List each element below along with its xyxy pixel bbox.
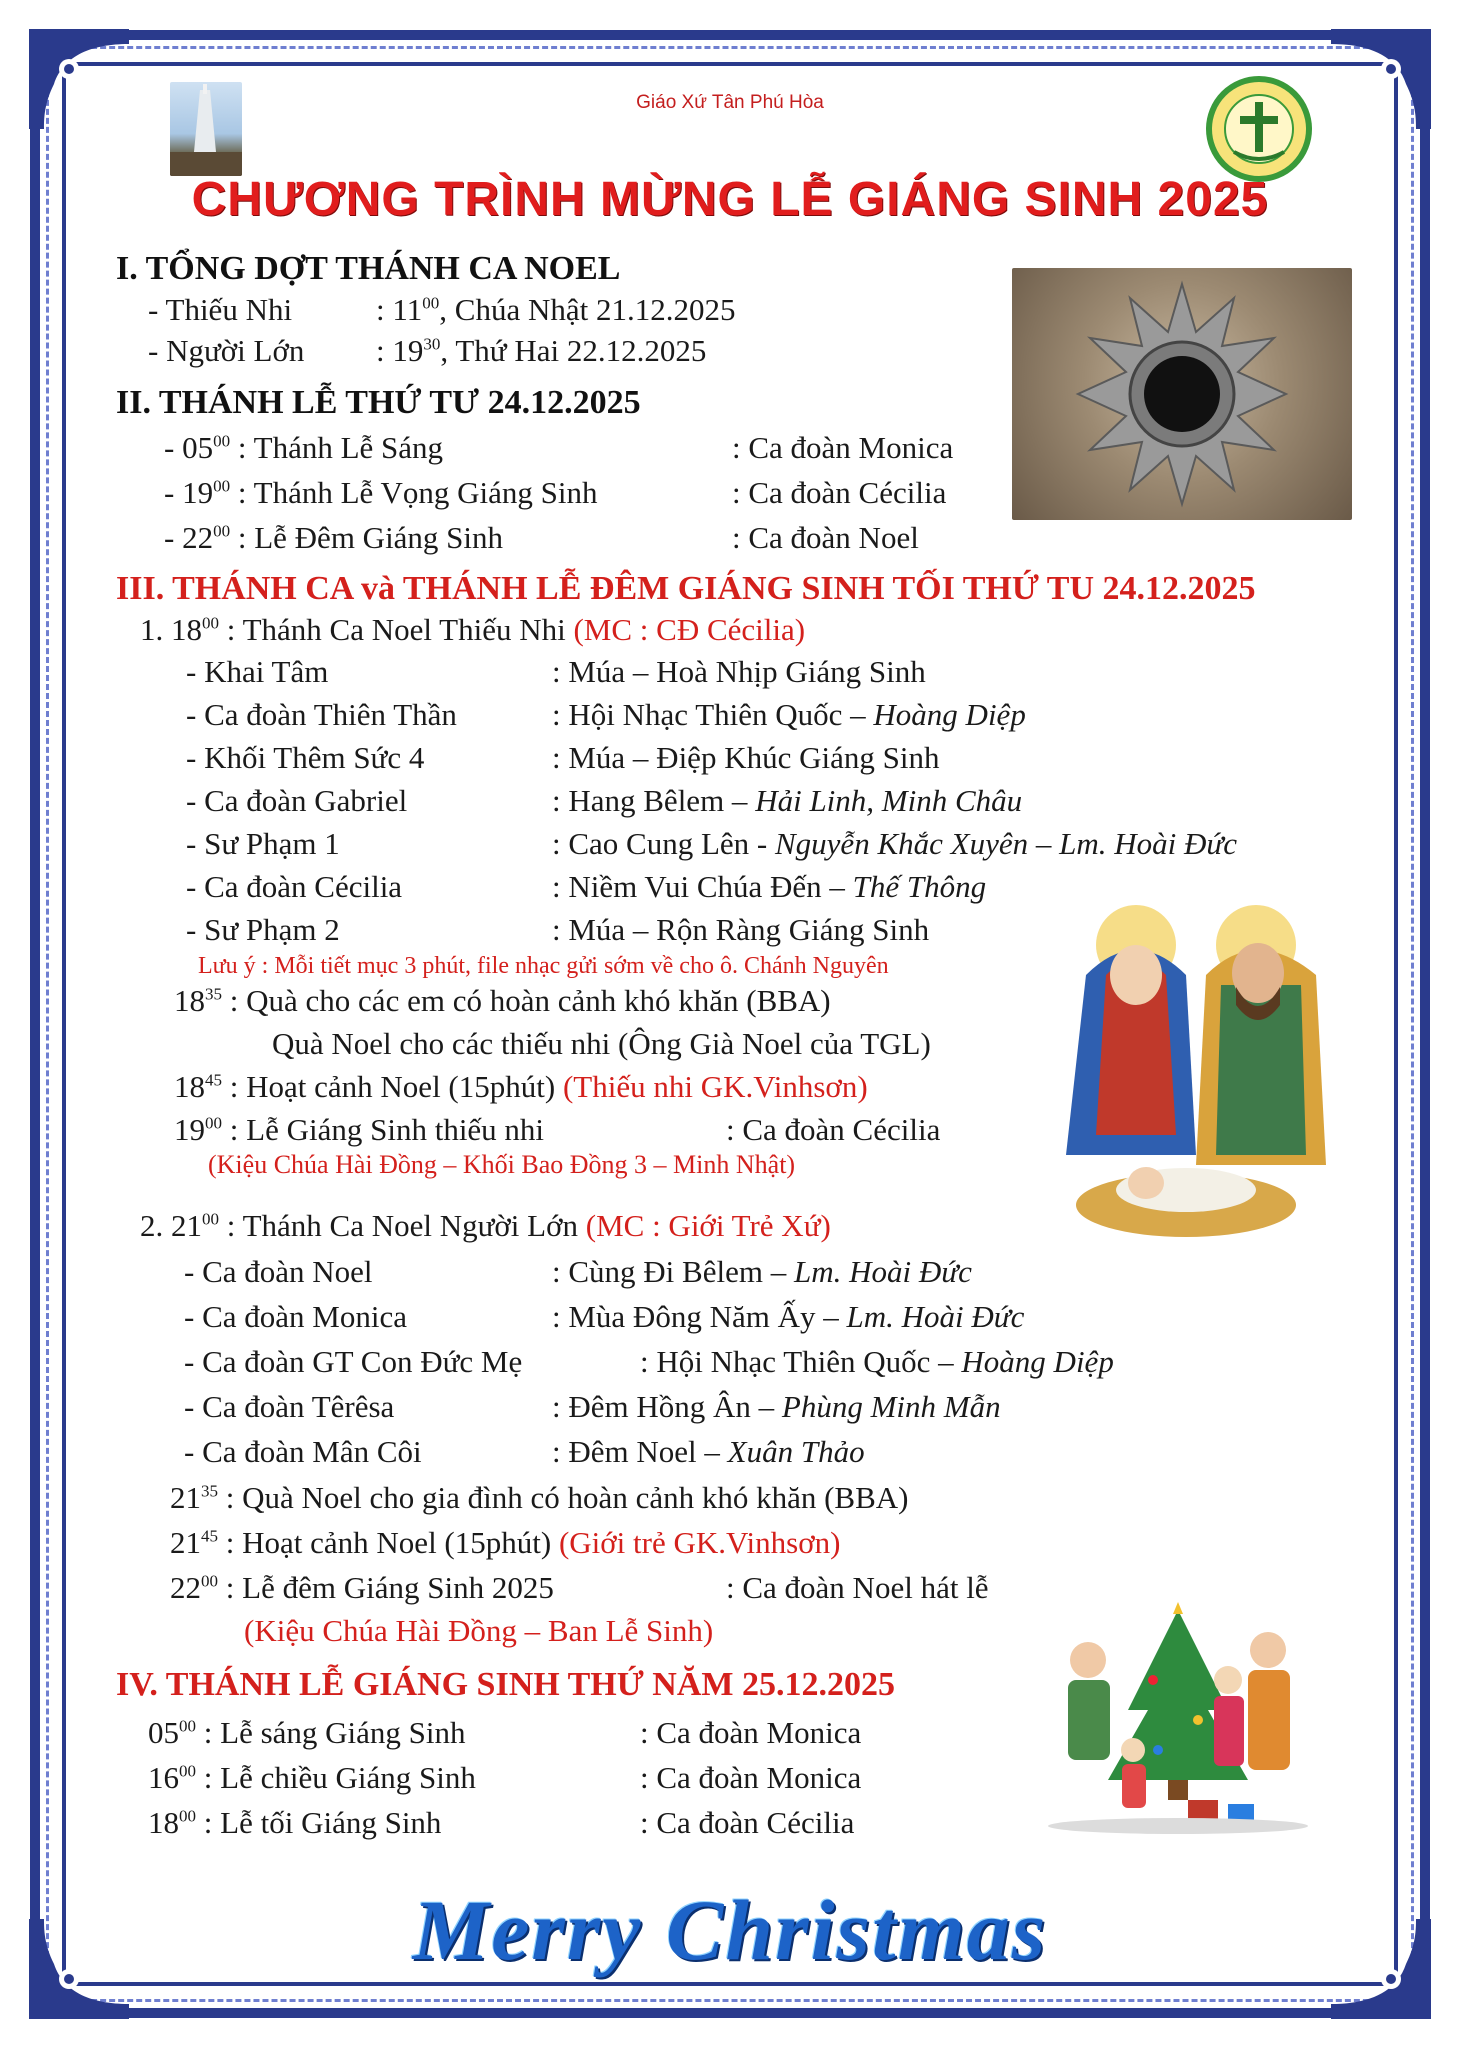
program-group: - Ca đoàn GT Con Đức Mẹ	[184, 1344, 523, 1379]
program-song: : Múa – Điệp Khúc Giáng Sinh	[552, 740, 940, 775]
event-time: $18^{45}$ : Hoạt cảnh Noel (15phút) (Thiếu nhi GK.Vinhsơn)	[174, 1069, 868, 1104]
program-song: : Mùa Đông Năm Ấy – Lm. Hoài Đức	[552, 1299, 1025, 1334]
rehearsal-time: : $11^{00}$, Chúa Nhật 21.12.2025	[376, 292, 736, 327]
corner-ornament-icon	[1326, 24, 1436, 134]
program-note: Lưu ý : Mỗi tiết mục 3 phút, file nhạc gửi sớm về cho ô. Chánh Nguyên	[198, 953, 889, 979]
event-time: $21^{35}$ : Quà Noel cho gia đình có hoàn cảnh khó khăn (BBA)	[170, 1480, 909, 1515]
mass-time: - $05^{00}$ : Thánh Lễ Sáng	[164, 430, 444, 465]
program-song: : Múa – Rộn Ràng Giáng Sinh	[552, 912, 930, 947]
program-song: : Hang Bêlem – Hải Linh, Minh Châu	[552, 783, 1023, 818]
corner-ornament-icon	[24, 24, 134, 134]
parish-name: Giáo Xứ Tân Phú Hòa	[636, 92, 824, 113]
holy-family-nativity	[1026, 905, 1356, 1245]
mass-choir: : Ca đoàn Noel	[732, 520, 919, 555]
program-song: : Cao Cung Lên - Nguyễn Khắc Xuyên – Lm. Hoài Đức	[552, 826, 1238, 861]
event-time: $19^{00}$ : Lễ Giáng Sinh thiếu nhi	[174, 1112, 545, 1147]
program-song: : Hội Nhạc Thiên Quốc – Hoàng Diệp	[552, 697, 1026, 732]
program-song: : Hội Nhạc Thiên Quốc – Hoàng Diệp	[640, 1344, 1114, 1379]
program-group: - Ca đoàn Mân Côi	[184, 1434, 422, 1469]
mass-time: $16^{00}$ : Lễ chiều Giáng Sinh	[148, 1760, 476, 1795]
program-song: : Đêm Hồng Ân – Phùng Minh Mẫn	[552, 1389, 1001, 1424]
mass-time: $05^{00}$ : Lễ sáng Giáng Sinh	[148, 1715, 466, 1750]
program-group: - Ca đoàn Têrêsa	[184, 1389, 395, 1424]
mass-time: $18^{00}$ : Lễ tối Giáng Sinh	[148, 1805, 442, 1840]
merry-christmas-greeting: Merry Christmas	[412, 1882, 1048, 1978]
section-3-heading: III. THÁNH CA và THÁNH LỄ ĐÊM GIÁNG SINH TỐI THỨ TU 24.12.2025	[116, 570, 1256, 607]
rehearsal-time: : $19^{30}$, Thứ Hai 22.12.2025	[376, 333, 707, 368]
part-1-title: 1. $18^{00}$ : Thánh Ca Noel Thiếu Nhi (MC : CĐ Cécilia)	[140, 612, 806, 647]
mass-choir: : Ca đoàn Monica	[732, 430, 954, 465]
program-song: : Múa – Hoà Nhịp Giáng Sinh	[552, 654, 926, 689]
program-group: - Sư Phạm 1	[186, 826, 340, 861]
event-time: Quà Noel cho các thiếu nhi (Ông Già Noel của TGL)	[272, 1026, 931, 1061]
mass-choir: : Ca đoàn Cécilia	[726, 1112, 941, 1147]
mass-choir: : Ca đoàn Cécilia	[732, 475, 947, 510]
event-time: $21^{45}$ : Hoạt cảnh Noel (15phút) (Giới trẻ GK.Vinhsơn)	[170, 1525, 841, 1560]
program-group: - Ca đoàn Gabriel	[186, 783, 408, 818]
program-group: - Khai Tâm	[186, 654, 329, 689]
section-1-heading: I. TỔNG DỢT THÁNH CA NOEL	[116, 250, 621, 287]
program-group: - Ca đoàn Noel	[184, 1254, 373, 1289]
mass-choir: : Ca đoàn Noel hát lễ	[726, 1570, 989, 1605]
program-group: - Sư Phạm 2	[186, 912, 340, 947]
program-song: : Niềm Vui Chúa Đến – Thế Thông	[552, 869, 987, 904]
mass-choir: : Ca đoàn Cécilia	[640, 1805, 855, 1840]
procession-note: (Kiệu Chúa Hài Đồng – Ban Lễ Sinh)	[244, 1613, 714, 1648]
procession-note: (Kiệu Chúa Hài Đồng – Khối Bao Đồng 3 – Minh Nhật)	[208, 1150, 796, 1179]
christmas-family-illustration	[1038, 1600, 1318, 1840]
program-song: : Cùng Đi Bêlem – Lm. Hoài Đức	[552, 1254, 972, 1289]
event-time: $22^{00}$ : Lễ đêm Giáng Sinh 2025	[170, 1570, 554, 1605]
rehearsal-label: - Thiếu Nhi	[148, 292, 293, 327]
bethlehem-star-photo	[1012, 268, 1352, 520]
mass-time: - $19^{00}$ : Thánh Lễ Vọng Giáng Sinh	[164, 475, 598, 510]
rehearsal-label: - Người Lớn	[148, 333, 305, 368]
page-title: CHƯƠNG TRÌNH MỪNG LỄ GIÁNG SINH 2025	[191, 173, 1269, 226]
program-group: - Khối Thêm Sức 4	[186, 740, 425, 775]
program-song: : Đêm Noel – Xuân Thảo	[552, 1434, 865, 1469]
program-group: - Ca đoàn Thiên Thần	[186, 697, 457, 732]
parish-logo	[1204, 74, 1314, 184]
event-time: $18^{35}$ : Quà cho các em có hoàn cảnh khó khăn (BBA)	[174, 983, 831, 1018]
mass-time: - $22^{00}$ : Lễ Đêm Giáng Sinh	[164, 520, 504, 555]
program-group: - Ca đoàn Cécilia	[186, 869, 403, 904]
section-4-heading: IV. THÁNH LỄ GIÁNG SINH THỨ NĂM 25.12.2025	[116, 1666, 895, 1703]
mass-choir: : Ca đoàn Monica	[640, 1715, 862, 1750]
program-group: - Ca đoàn Monica	[184, 1299, 407, 1334]
section-2-heading: II. THÁNH LỄ THỨ TƯ 24.12.2025	[116, 384, 641, 421]
part-2-title: 2. $21^{00}$ : Thánh Ca Noel Người Lớn (MC : Giới Trẻ Xứ)	[140, 1208, 831, 1243]
mass-choir: : Ca đoàn Monica	[640, 1760, 862, 1795]
